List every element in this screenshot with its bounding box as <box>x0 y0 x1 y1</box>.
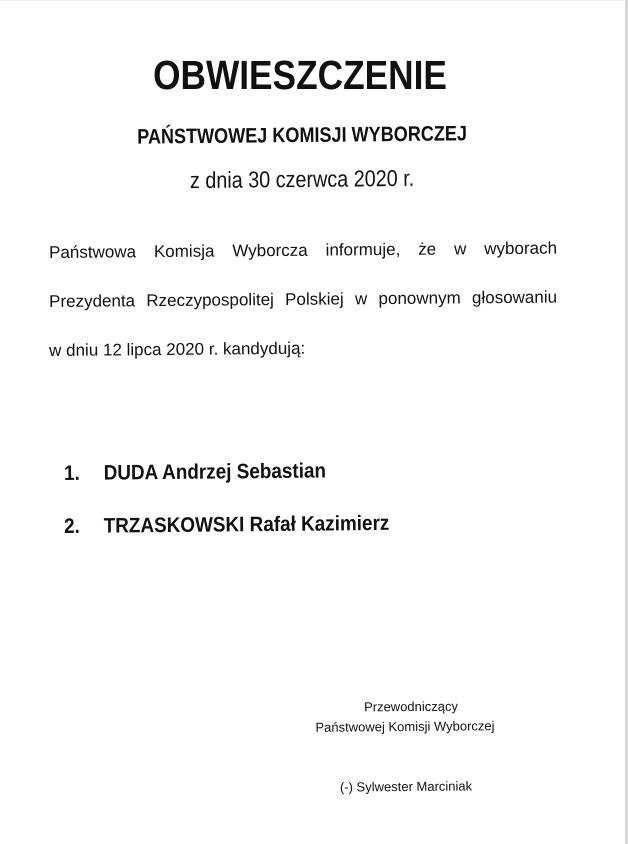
paragraph-word: w <box>453 239 467 259</box>
paragraph-word: Polskiej <box>285 289 344 309</box>
candidate-item <box>64 512 389 539</box>
signature-name: (-) Sylwester Marciniak <box>339 778 473 795</box>
paragraph-word: ponownym <box>378 288 461 309</box>
paragraph-word: Prezydenta <box>49 291 136 311</box>
paragraph-word: Wyborcza <box>232 240 308 261</box>
document-date: z dnia 30 czerwca 2020 r. <box>189 164 415 194</box>
candidate-name: DUDA Andrzej Sebastian <box>103 459 327 485</box>
paragraph-word: informuje, <box>325 239 401 260</box>
paragraph-word: że <box>418 239 437 259</box>
document-title: OBWIESZCZENIE <box>153 52 447 98</box>
paragraph-line-2 <box>49 288 557 312</box>
candidate-item <box>64 459 326 486</box>
paragraph-word: wyborach <box>484 238 558 259</box>
signature-role: Przewodniczący <box>363 698 459 715</box>
signature-institution: Państwowej Komisji Wyborczej <box>315 718 495 735</box>
candidate-number: 1. <box>64 461 80 485</box>
paragraph-line-1 <box>49 239 557 263</box>
paragraph-word: w <box>354 289 368 309</box>
paragraph-line-3: w dniu 12 lipca 2020 r. kandydują: <box>49 338 306 360</box>
candidate-number: 2. <box>64 514 80 538</box>
paragraph-word: głosowaniu <box>471 287 558 308</box>
paragraph-word: Rzeczypospolitej <box>146 290 274 311</box>
document-subtitle: PAŃSTWOWEJ KOMISJI WYBORCZEJ <box>137 122 468 149</box>
candidate-name: TRZASKOWSKI Rafał Kazimierz <box>103 511 390 538</box>
paragraph-word: Państwowa <box>49 242 137 262</box>
page-top-edge <box>0 0 628 1</box>
paragraph-word: Komisja <box>153 241 215 262</box>
